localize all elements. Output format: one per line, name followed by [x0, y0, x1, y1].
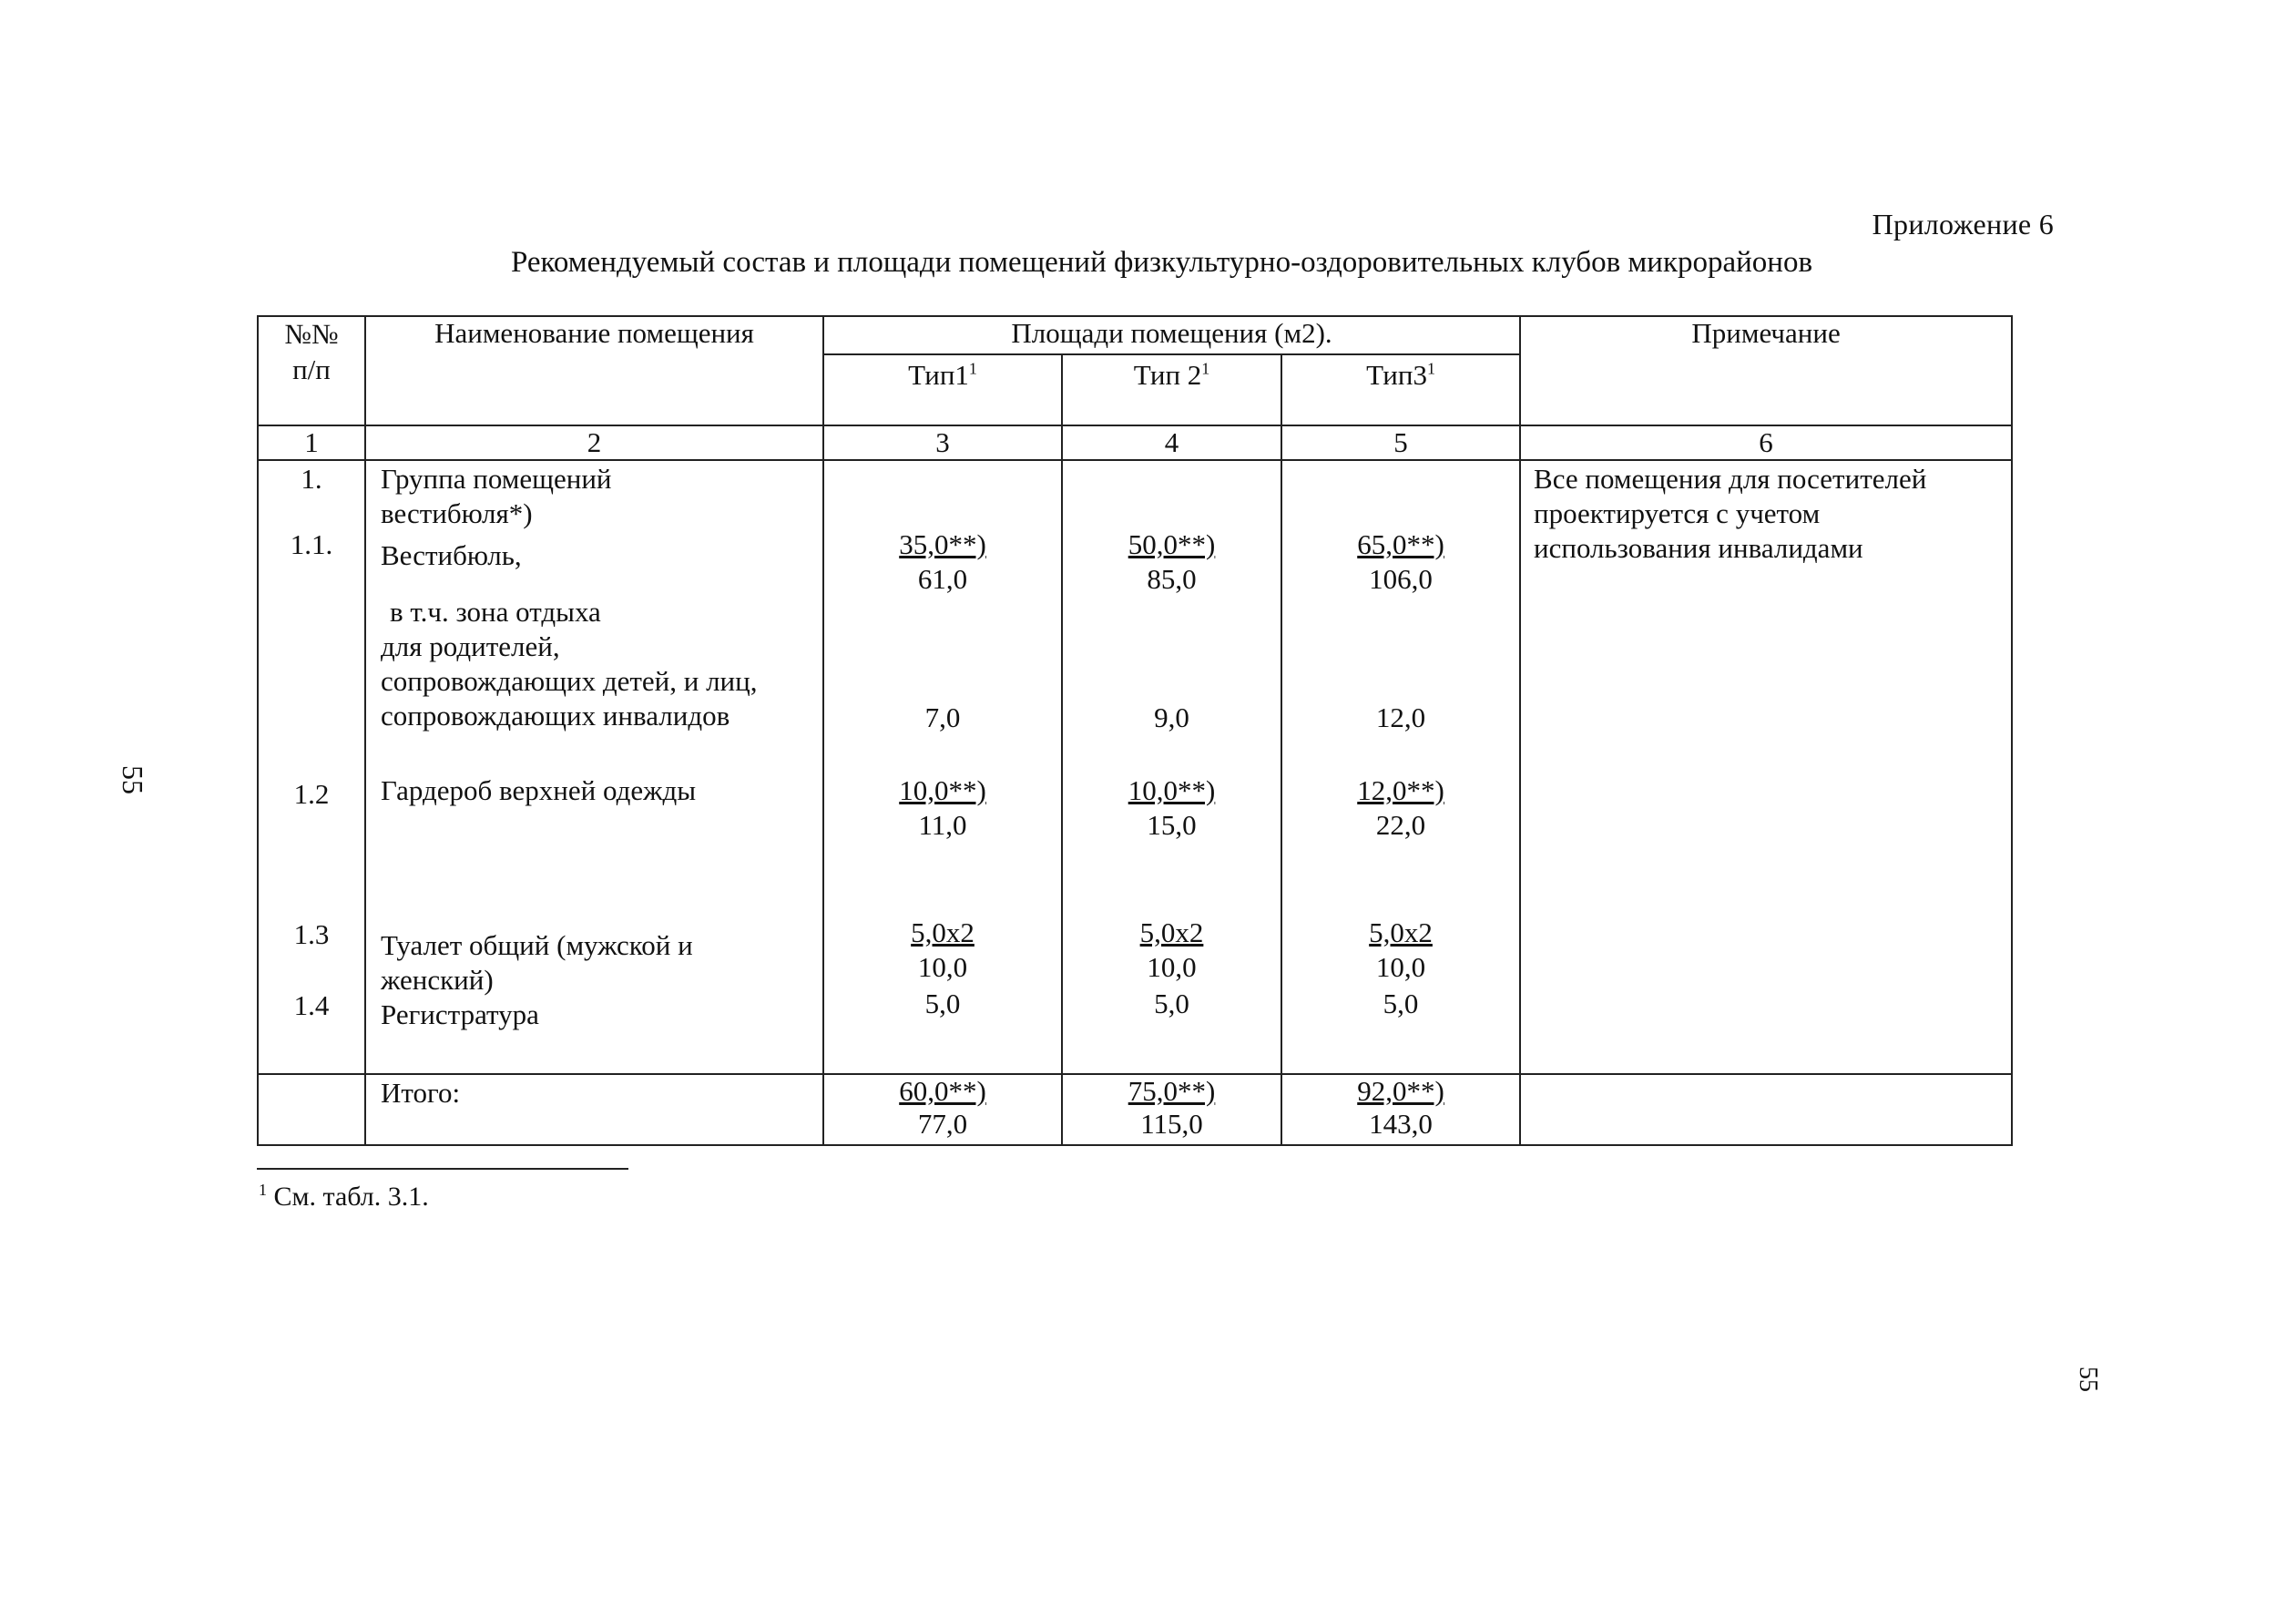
total-label: Итого:: [381, 1077, 461, 1109]
type2-column: [1062, 460, 1281, 1074]
row-name-line: для родителей,: [381, 630, 560, 662]
col-number: 1: [258, 425, 365, 460]
row-name-line: Гардероб верхней одежды: [381, 774, 697, 806]
area-value-max: 5,0x2: [1139, 916, 1204, 948]
col-number: 5: [1281, 425, 1520, 460]
total-num-cell: [258, 1074, 365, 1145]
row-name-line: в т.ч. зона отдыха: [390, 596, 601, 628]
name-column: [365, 460, 823, 1074]
num-column: [258, 460, 365, 1074]
row-name-line: сопровождающих детей, и лиц,: [381, 665, 758, 697]
area-value: 5,0: [1154, 988, 1189, 1019]
footnote: [259, 1181, 429, 1213]
page-number-left: 55: [117, 765, 149, 794]
note-line: использования инвалидами: [1534, 532, 1863, 564]
total-value-max: 75,0**): [1128, 1075, 1216, 1107]
table-body-row: [258, 460, 2012, 1074]
area-value-max: 5,0x2: [911, 916, 975, 948]
total-note-cell: [1520, 1074, 2012, 1145]
page-number-right: 55: [2074, 1366, 2102, 1392]
total-value: 115,0: [1140, 1108, 1203, 1140]
area-value: 11,0: [918, 809, 967, 841]
header-type1: $Тип1^1$: [823, 354, 1062, 425]
type1-column: [823, 460, 1062, 1074]
total-value-max: 60,0**): [899, 1075, 986, 1107]
header-row: [258, 316, 2012, 354]
header-type3: $Тип3^1$: [1281, 354, 1520, 425]
total-label-cell: [365, 1074, 823, 1145]
total-row: [258, 1074, 2012, 1145]
header-num-text: №№ п/п: [284, 318, 339, 385]
col-number: 2: [365, 425, 823, 460]
area-value: 10,0: [1375, 951, 1426, 983]
area-value: 85,0: [1147, 563, 1197, 595]
area-value: 7,0: [924, 701, 961, 733]
area-value: 61,0: [917, 563, 968, 595]
row-name-line: сопровождающих инвалидов: [381, 700, 730, 732]
area-value-max: 10,0**): [1128, 774, 1216, 806]
footnote-divider: [257, 1168, 628, 1170]
col-number: 6: [1520, 425, 2012, 460]
total-type1: [823, 1074, 1062, 1145]
total-value: 77,0: [917, 1108, 968, 1140]
appendix-label: Приложение 6: [1872, 208, 2054, 241]
area-value-max: 5,0x2: [1369, 916, 1433, 948]
col-number: 3: [823, 425, 1062, 460]
row-num: 1.3: [293, 918, 330, 950]
footnote-text: См. табл. 3.1.: [273, 1182, 429, 1212]
area-value-max: 35,0**): [899, 528, 986, 560]
footnote-mark: 1: [259, 1181, 267, 1199]
area-value: 9,0: [1154, 701, 1189, 733]
area-value-max: 10,0**): [899, 774, 986, 806]
area-value: 5,0: [924, 988, 961, 1019]
area-value: 10,0: [917, 951, 968, 983]
area-value: 10,0: [1147, 951, 1197, 983]
header-num: [258, 316, 365, 425]
total-type2: [1062, 1074, 1281, 1145]
row-num: 1.2: [293, 778, 330, 810]
rooms-table: [257, 315, 2013, 1146]
area-value-max: 65,0**): [1357, 528, 1444, 560]
total-type3: [1281, 1074, 1520, 1145]
type3-column: [1281, 460, 1520, 1074]
area-value-max: 12,0**): [1357, 774, 1444, 806]
column-number-row: [258, 425, 2012, 460]
area-value-max: 50,0**): [1128, 528, 1216, 560]
row-num: 1.: [301, 463, 322, 495]
header-name: Наименование помещения: [365, 316, 823, 425]
row-name-line: Регистратура: [381, 998, 539, 1030]
note-line: Все помещения для посетителей: [1534, 463, 1927, 495]
row-name-line: Туалет общий (мужской и: [381, 929, 693, 961]
total-value-max: 92,0**): [1357, 1075, 1444, 1107]
page-title: Рекомендуемый состав и площади помещений физкультурно-оздоровительных клубов микрорайонов: [510, 246, 1813, 279]
row-name-line: вестибюля*): [381, 497, 533, 529]
col-number: 4: [1062, 425, 1281, 460]
area-value: 22,0: [1375, 809, 1426, 841]
row-num: 1.4: [293, 989, 330, 1021]
header-type2: Тип $2^1$: [1062, 354, 1281, 425]
header-area-group: Площади помещения (м2).: [823, 316, 1520, 354]
row-name-line: Вестибюль,: [381, 539, 522, 571]
total-value: 143,0: [1369, 1108, 1433, 1140]
area-value: 15,0: [1147, 809, 1197, 841]
note-column: [1520, 460, 2012, 1074]
area-value: 106,0: [1369, 563, 1433, 595]
area-value: 12,0: [1375, 701, 1426, 733]
row-name-line: женский): [381, 964, 494, 996]
row-name-line: Группа помещений: [381, 463, 612, 495]
note-line: проектируется с учетом: [1534, 497, 1821, 529]
area-value: 5,0: [1383, 988, 1419, 1019]
header-note: Примечание: [1520, 316, 2012, 425]
row-num: 1.1.: [290, 528, 333, 560]
